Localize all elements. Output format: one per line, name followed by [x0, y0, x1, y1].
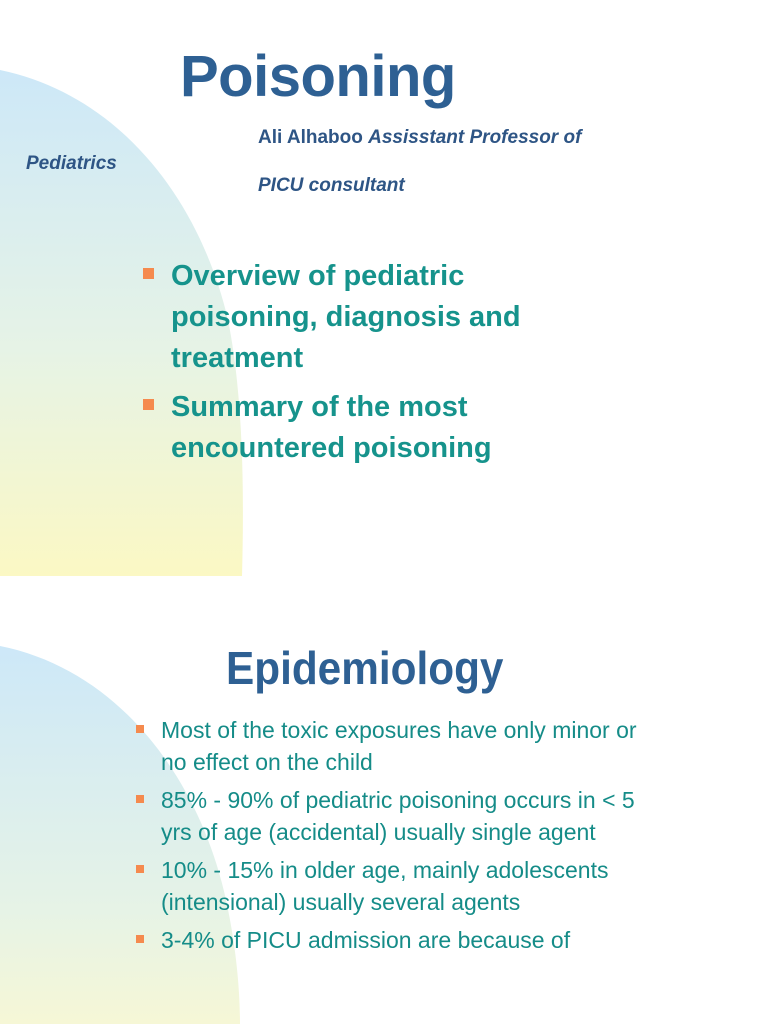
author-line — [258, 126, 581, 150]
slide-title: Epidemiology — [226, 642, 504, 694]
square-bullet-icon — [143, 268, 154, 279]
bullet-item — [143, 387, 613, 469]
author-position: Assisstant Professor of — [368, 127, 582, 148]
slide-bullet-list — [136, 714, 656, 962]
author-name: Ali Alhaboo — [258, 127, 369, 148]
square-bullet-icon — [136, 865, 144, 873]
bullet-text: Overview of pediatric poisoning, diagnosis and treatment — [171, 260, 521, 374]
bullet-text: 10% - 15% in older age, mainly adolescents (intensional) usually several agents — [161, 857, 609, 915]
square-bullet-icon — [143, 399, 154, 410]
square-bullet-icon — [136, 725, 144, 733]
square-bullet-icon — [136, 795, 144, 803]
bullet-item — [136, 924, 656, 956]
square-bullet-icon — [136, 935, 144, 943]
bullet-item — [143, 256, 613, 379]
bullet-text: 85% - 90% of pediatric poisoning occurs in < 5 yrs of age (accidental) usually single agent — [161, 787, 635, 845]
bullet-text: 3-4% of PICU admission are because of — [161, 927, 571, 953]
role-label: PICU consultant — [258, 175, 405, 196]
bullet-item — [136, 784, 656, 848]
slide-bullet-list — [143, 256, 613, 477]
bullet-item — [136, 854, 656, 918]
bullet-text: Summary of the most encountered poisoning — [171, 391, 492, 464]
bullet-text: Most of the toxic exposures have only minor or no effect on the child — [161, 717, 637, 775]
department-label: Pediatrics — [26, 153, 117, 174]
slide-epidemiology — [0, 610, 768, 1024]
bullet-item — [136, 714, 656, 778]
slide-title: Poisoning — [180, 44, 456, 109]
